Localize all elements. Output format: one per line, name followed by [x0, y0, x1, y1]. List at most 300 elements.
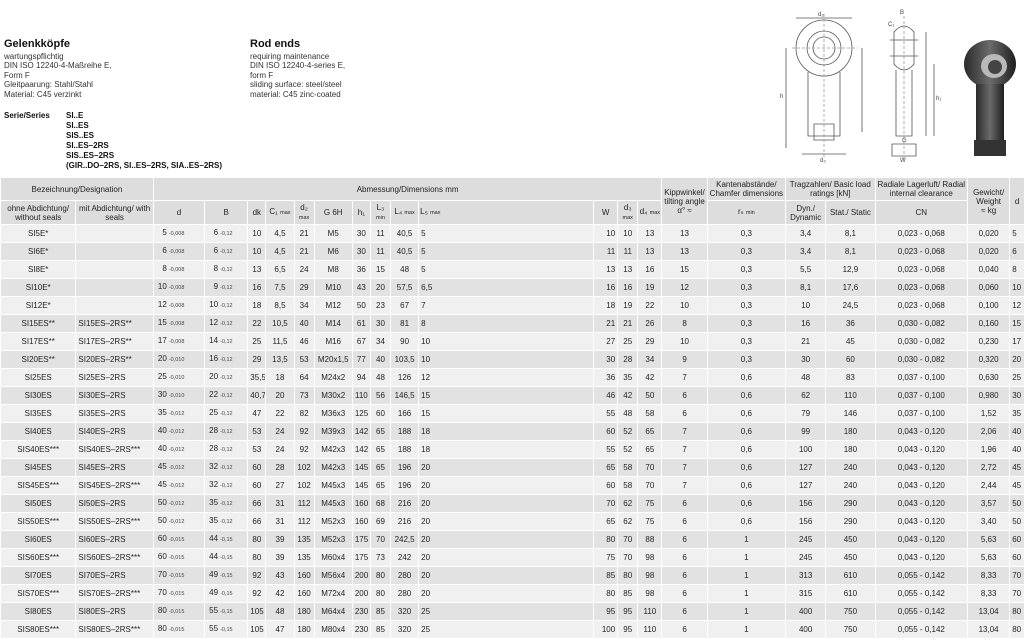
thread-cell: M64x4: [314, 603, 352, 621]
without-seals-header: ohne Abdichtung/ without seals: [1, 201, 76, 225]
cn-cell: 0,043 - 0,120: [875, 531, 967, 549]
static-cell: 60: [826, 351, 875, 369]
d-cell: [153, 315, 204, 333]
L4-cell: 126: [391, 369, 419, 387]
d2-cell: 82: [294, 405, 314, 423]
C1-cell: 6,5: [266, 261, 294, 279]
L3-header: [370, 201, 390, 225]
d-value: 10: [154, 279, 167, 294]
series-item: SI..ES–2RS: [66, 141, 109, 151]
cn-cell: 0,037 - 0,100: [875, 387, 967, 405]
dynamic-cell: 99: [786, 423, 826, 441]
alpha-cell: 7: [662, 369, 707, 387]
alpha-cell: 6: [662, 513, 707, 531]
thread-cell: M45x3: [314, 495, 352, 513]
d2-cell: 102: [294, 459, 314, 477]
C1-cell: 24: [266, 441, 294, 459]
B-cell: [205, 297, 248, 315]
d3-cell: 95: [618, 603, 638, 621]
d-right-cell: 80: [1010, 603, 1024, 621]
d-right-cell: 60: [1010, 549, 1024, 567]
alpha-cell: 7: [662, 459, 707, 477]
seal-designation-cell: SIS45ES–2RS***: [76, 477, 153, 495]
L4-cell: 196: [391, 477, 419, 495]
d-tolerance: -0,012: [167, 429, 185, 435]
W-cell: 85: [594, 567, 618, 585]
h1-cell: 142: [352, 423, 370, 441]
header-german: [4, 40, 112, 100]
B-value: 25: [205, 405, 218, 420]
table-row: [1, 405, 1024, 423]
static-cell: 45: [826, 333, 875, 351]
static-cell: 83: [826, 369, 875, 387]
d3-cell: 58: [618, 477, 638, 495]
d-tolerance: -0,008: [167, 249, 185, 255]
d2-cell: 160: [294, 585, 314, 603]
B-tolerance: -0,12: [218, 357, 233, 363]
d2-cell: 92: [294, 441, 314, 459]
B-tolerance: -0,12: [218, 411, 233, 417]
dim-label: G: [902, 138, 907, 144]
dim-label: C₁: [888, 22, 894, 28]
B-value: 35: [205, 513, 218, 528]
static-cell: 240: [826, 477, 875, 495]
d-value: 35: [154, 405, 167, 420]
thread-cell: M12: [314, 297, 352, 315]
table-row: [1, 585, 1024, 603]
designation-cell: SIS80ES***: [1, 621, 76, 639]
weight-header: [968, 178, 1010, 225]
L4-cell: 216: [391, 513, 419, 531]
rs-cell: 1: [707, 531, 785, 549]
L5-cell: 8: [419, 315, 594, 333]
d-right-cell: 25: [1010, 369, 1024, 387]
d4-cell: 110: [638, 603, 662, 621]
d-cell: [153, 477, 204, 495]
dynamic-cell: 245: [786, 549, 826, 567]
d-right-cell: 12: [1010, 297, 1024, 315]
cn-cell: 0,043 - 0,120: [875, 549, 967, 567]
B-value: 10: [205, 297, 218, 312]
d2-sub: max: [299, 215, 309, 221]
static-cell: 450: [826, 549, 875, 567]
d-value: 60: [154, 531, 167, 546]
B-cell: [205, 333, 248, 351]
L4-cell: 166: [391, 405, 419, 423]
thread-cell: M20x1,5: [314, 351, 352, 369]
L5-cell: 6,5: [419, 279, 594, 297]
rs-cell: 0,3: [707, 261, 785, 279]
alpha-cell: 13: [662, 243, 707, 261]
W-cell: 60: [594, 477, 618, 495]
static-cell: 24,5: [826, 297, 875, 315]
d-value: 70: [154, 585, 167, 600]
designation-group-header: Bezeichnung/Designation: [1, 178, 154, 201]
d3-cell: 16: [618, 279, 638, 297]
dk-cell: 16: [248, 279, 266, 297]
W-cell: 65: [594, 513, 618, 531]
d-cell: [153, 495, 204, 513]
table-row: [1, 621, 1024, 639]
d4-cell: 50: [638, 387, 662, 405]
d3-cell: 25: [618, 333, 638, 351]
alpha-cell: 6: [662, 531, 707, 549]
thread-cell: M42x3: [314, 441, 352, 459]
B-tolerance: -0,12: [218, 519, 233, 525]
B-tolerance: -0,12: [218, 393, 233, 399]
W-cell: 70: [594, 495, 618, 513]
d4-cell: 75: [638, 495, 662, 513]
dk-cell: 53: [248, 423, 266, 441]
L4-cell: 40,5: [391, 225, 419, 243]
cn-header: CN: [875, 201, 967, 225]
B-tolerance: -0,12: [218, 303, 233, 309]
dynamic-cell: 245: [786, 531, 826, 549]
alpha-cell: 6: [662, 549, 707, 567]
L3-cell: 23: [370, 297, 390, 315]
table-row: [1, 531, 1024, 549]
B-tolerance: -0,15: [218, 591, 233, 597]
designation-cell: SI80ES: [1, 603, 76, 621]
cn-cell: 0,030 - 0,082: [875, 351, 967, 369]
thread-cell: M52x3: [314, 531, 352, 549]
seal-designation-cell: SI35ES–2RS: [76, 405, 153, 423]
d4-cell: 26: [638, 315, 662, 333]
d-right-cell: 80: [1010, 621, 1024, 639]
d2-cell: 40: [294, 315, 314, 333]
d2-cell: 21: [294, 225, 314, 243]
dynamic-cell: 21: [786, 333, 826, 351]
desc-en-line: material: C45 zinc-coated: [250, 90, 345, 100]
d4-cell: 75: [638, 513, 662, 531]
rs-cell: 1: [707, 567, 785, 585]
tilt-header-text: Kippwinkel/ tilting angle: [664, 188, 704, 206]
thread-cell: M80x4: [314, 621, 352, 639]
thread-cell: M6: [314, 243, 352, 261]
d-right-cell: 20: [1010, 351, 1024, 369]
rs-cell: 0,3: [707, 351, 785, 369]
h1-cell: 145: [352, 477, 370, 495]
rs-cell: 1: [707, 621, 785, 639]
B-cell: [205, 603, 248, 621]
series-label: Serie/Series: [4, 111, 66, 121]
L3-cell: 11: [370, 243, 390, 261]
L4-text: L₄: [394, 207, 402, 216]
d-cell: [153, 243, 204, 261]
weight-cell: 3,57: [968, 495, 1010, 513]
d2-cell: 112: [294, 513, 314, 531]
static-cell: 110: [826, 387, 875, 405]
d-tolerance: -0,008: [167, 321, 185, 327]
L3-cell: 68: [370, 495, 390, 513]
cn-cell: 0,043 - 0,120: [875, 441, 967, 459]
d-right-cell: 40: [1010, 423, 1024, 441]
weight-cell: 13,04: [968, 621, 1010, 639]
dynamic-cell: 10: [786, 297, 826, 315]
designation-cell: SIS45ES***: [1, 477, 76, 495]
W-cell: 27: [594, 333, 618, 351]
d-value: 15: [154, 315, 167, 330]
C1-cell: 24: [266, 423, 294, 441]
L4-header: [391, 201, 419, 225]
d-right-header: d: [1010, 178, 1024, 225]
d3-cell: 58: [618, 459, 638, 477]
B-tolerance: -0,12: [218, 249, 233, 255]
designation-cell: SI35ES: [1, 405, 76, 423]
d-value: 45: [154, 459, 167, 474]
d4-cell: 70: [638, 477, 662, 495]
B-value: 22: [205, 387, 218, 402]
d3-cell: 28: [618, 351, 638, 369]
rs-cell: 0,6: [707, 369, 785, 387]
dimensions-group-header: Abmessung/Dimensions mm: [153, 178, 662, 201]
d4-cell: 16: [638, 261, 662, 279]
B-value: 49: [205, 585, 218, 600]
front-view-drawing: [778, 8, 870, 164]
d-tolerance: -0,015: [167, 609, 185, 615]
static-cell: 290: [826, 495, 875, 513]
alpha-cell: 7: [662, 423, 707, 441]
alpha-cell: 6: [662, 585, 707, 603]
L5-cell: 7: [419, 297, 594, 315]
static-cell: 12,9: [826, 261, 875, 279]
seal-designation-cell: SIS70ES–2RS***: [76, 585, 153, 603]
B-cell: [205, 585, 248, 603]
B-value: 28: [205, 423, 218, 438]
W-cell: 13: [594, 261, 618, 279]
B-cell: [205, 225, 248, 243]
C1-cell: 4,5: [266, 225, 294, 243]
B-header: B: [205, 201, 248, 225]
h1-cell: 230: [352, 603, 370, 621]
weight-cell: 3,40: [968, 513, 1010, 531]
h1-cell: 145: [352, 459, 370, 477]
d-cell: [153, 351, 204, 369]
B-tolerance: -0,12: [218, 267, 233, 273]
B-cell: [205, 567, 248, 585]
d-tolerance: -0,015: [167, 573, 185, 579]
d-right-cell: 50: [1010, 495, 1024, 513]
d-right-cell: 45: [1010, 459, 1024, 477]
cn-cell: 0,023 - 0,068: [875, 243, 967, 261]
dynamic-cell: 156: [786, 513, 826, 531]
table-row: [1, 567, 1024, 585]
with-seals-header: mit Abdichtung/ with seals: [76, 201, 153, 225]
dk-cell: 18: [248, 297, 266, 315]
d3-cell: 35: [618, 369, 638, 387]
d-tolerance: -0,008: [167, 339, 185, 345]
cn-cell: 0,043 - 0,120: [875, 477, 967, 495]
h1-cell: 175: [352, 531, 370, 549]
L5-cell: 25: [419, 621, 594, 639]
C1-text: C₁: [269, 207, 277, 216]
d3-cell: 70: [618, 531, 638, 549]
dim-label: B: [900, 10, 904, 16]
desc-de-line: Gleitpaarung: Stahl/Stahl: [4, 80, 112, 90]
h1-cell: 200: [352, 585, 370, 603]
dk-cell: 35,5: [248, 369, 266, 387]
rs-cell: 0,6: [707, 477, 785, 495]
d4-cell: 13: [638, 243, 662, 261]
d-tolerance: -0,012: [167, 447, 185, 453]
static-cell: 610: [826, 567, 875, 585]
W-cell: 55: [594, 441, 618, 459]
weight-cell: 0,040: [968, 261, 1010, 279]
d-tolerance: -0,012: [167, 411, 185, 417]
cn-cell: 0,037 - 0,100: [875, 405, 967, 423]
cn-cell: 0,037 - 0,100: [875, 369, 967, 387]
d3-cell: 80: [618, 567, 638, 585]
L4-cell: 242,5: [391, 531, 419, 549]
weight-cell: 2,44: [968, 477, 1010, 495]
B-cell: [205, 495, 248, 513]
cn-cell: 0,023 - 0,068: [875, 279, 967, 297]
d2-text: d₂: [300, 203, 308, 212]
W-cell: 65: [594, 459, 618, 477]
series-list: [4, 111, 66, 121]
d2-header: [294, 201, 314, 225]
alpha-cell: 7: [662, 441, 707, 459]
B-value: 32: [205, 459, 218, 474]
B-value: 49: [205, 567, 218, 582]
table-row: [1, 279, 1024, 297]
cn-cell: 0,023 - 0,068: [875, 225, 967, 243]
h1-header: h₁: [352, 201, 370, 225]
d-cell: [153, 513, 204, 531]
header-english: [250, 40, 345, 100]
series-item: SI..ES: [66, 121, 89, 131]
d4-cell: 58: [638, 405, 662, 423]
L3-cell: 80: [370, 585, 390, 603]
L5-cell: 10: [419, 333, 594, 351]
rs-cell: 1: [707, 603, 785, 621]
designation-cell: SI8E*: [1, 261, 76, 279]
table-body: [1, 225, 1024, 639]
cn-cell: 0,043 - 0,120: [875, 423, 967, 441]
W-cell: 18: [594, 297, 618, 315]
dynamic-cell: 30: [786, 351, 826, 369]
seal-designation-cell: [76, 261, 153, 279]
L5-cell: 20: [419, 477, 594, 495]
rs-sub: min: [746, 210, 755, 216]
L3-cell: 20: [370, 279, 390, 297]
d4-cell: 70: [638, 459, 662, 477]
rod-end-photo: [956, 30, 1022, 166]
L3-cell: 80: [370, 567, 390, 585]
d-right-cell: 35: [1010, 405, 1024, 423]
B-cell: [205, 513, 248, 531]
B-tolerance: -0,12: [218, 501, 233, 507]
seal-designation-cell: [76, 225, 153, 243]
W-cell: 21: [594, 315, 618, 333]
d4-cell: 65: [638, 423, 662, 441]
d-tolerance: -0,008: [167, 285, 185, 291]
L4-cell: 146,5: [391, 387, 419, 405]
C1-cell: 27: [266, 477, 294, 495]
d2-cell: 135: [294, 549, 314, 567]
L5-cell: 20: [419, 531, 594, 549]
thread-cell: M8: [314, 261, 352, 279]
table-row: [1, 369, 1024, 387]
dynamic-cell: 315: [786, 585, 826, 603]
static-cell: 610: [826, 585, 875, 603]
d-right-cell: 17: [1010, 333, 1024, 351]
d-value: 45: [154, 477, 167, 492]
weight-cell: 2,06: [968, 423, 1010, 441]
d-tolerance: -0,010: [167, 375, 185, 381]
d-right-cell: 70: [1010, 567, 1024, 585]
dim-label: h₁: [936, 96, 941, 102]
seal-designation-cell: [76, 279, 153, 297]
B-tolerance: -0,12: [218, 321, 233, 327]
table-row: [1, 261, 1024, 279]
thread-cell: M56x4: [314, 567, 352, 585]
designation-cell: SI12E*: [1, 297, 76, 315]
cn-cell: 0,030 - 0,082: [875, 315, 967, 333]
B-value: 6: [205, 243, 218, 258]
thread-cell: M60x4: [314, 549, 352, 567]
W-cell: 46: [594, 387, 618, 405]
thread-cell: M45x3: [314, 477, 352, 495]
d2-cell: 64: [294, 369, 314, 387]
seal-designation-cell: [76, 297, 153, 315]
designation-cell: SI60ES: [1, 531, 76, 549]
dk-cell: 80: [248, 549, 266, 567]
d-cell: [153, 567, 204, 585]
weight-cell: 2,72: [968, 459, 1010, 477]
weight-cell: 0,320: [968, 351, 1010, 369]
static-cell: 290: [826, 513, 875, 531]
d3-sub: max: [623, 215, 633, 221]
h1-cell: 30: [352, 225, 370, 243]
d-cell: [153, 405, 204, 423]
d3-cell: 48: [618, 405, 638, 423]
d-value: 50: [154, 495, 167, 510]
d-cell: [153, 333, 204, 351]
dk-cell: 47: [248, 405, 266, 423]
cn-cell: 0,043 - 0,120: [875, 459, 967, 477]
B-cell: [205, 549, 248, 567]
B-value: 35: [205, 495, 218, 510]
weight-cell: 0,060: [968, 279, 1010, 297]
d-value: 80: [154, 603, 167, 618]
table-row: [1, 423, 1024, 441]
rs-cell: 0,3: [707, 297, 785, 315]
L5-cell: 25: [419, 603, 594, 621]
L4-cell: 188: [391, 441, 419, 459]
desc-en-line: requiring maintenance: [250, 52, 345, 62]
d4-cell: 13: [638, 225, 662, 243]
designation-cell: SI20ES**: [1, 351, 76, 369]
d4-sub: max: [650, 210, 660, 216]
dynamic-cell: 48: [786, 369, 826, 387]
W-header: W: [594, 201, 618, 225]
C1-cell: 18: [266, 369, 294, 387]
weight-cell: 0,230: [968, 333, 1010, 351]
rs-cell: 0,6: [707, 441, 785, 459]
rs-cell: 0,6: [707, 495, 785, 513]
C1-header: [266, 201, 294, 225]
C1-cell: 10,5: [266, 315, 294, 333]
d-cell: [153, 369, 204, 387]
L4-cell: 81: [391, 315, 419, 333]
weight-cell: 8,33: [968, 585, 1010, 603]
C1-cell: 39: [266, 531, 294, 549]
static-cell: 180: [826, 441, 875, 459]
seal-designation-cell: SI25ES–2RS: [76, 369, 153, 387]
seal-designation-cell: SI60ES–2RS: [76, 531, 153, 549]
L5-text: L₅: [420, 207, 428, 216]
